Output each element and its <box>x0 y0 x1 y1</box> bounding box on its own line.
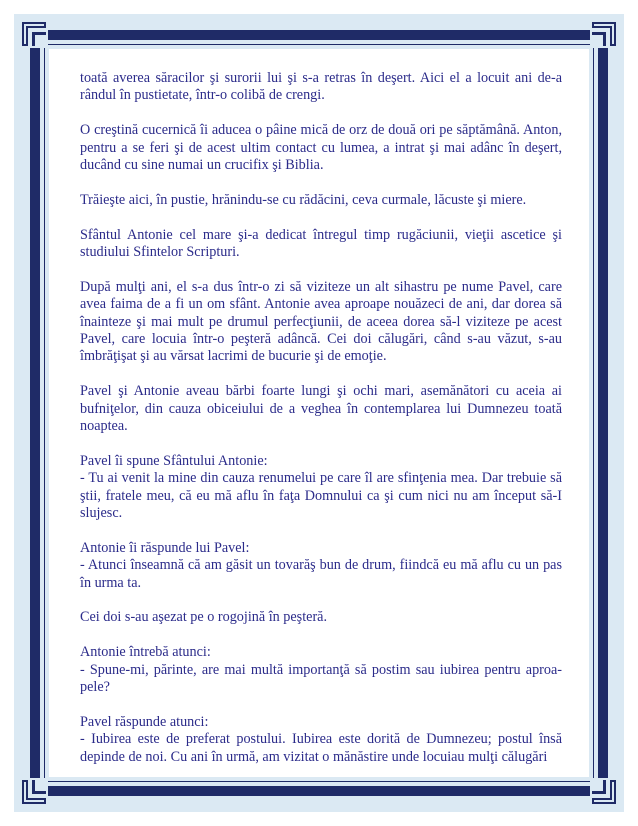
paragraph <box>80 279 562 366</box>
corner-ornament-icon <box>20 778 48 806</box>
dialogue-line: - Tu ai venit la mine din cauza renumelui pe care îl are sfinţenia mea. Dar trebuie să ştii, fratele meu, că eu mă aflu în faţa Domnului ca şi cum nici nu am început să-I slujesc. <box>80 470 562 522</box>
paragraph <box>80 644 562 696</box>
text-line: După mulţi ani, el s-a dus într-o zi să viziteze un alt sihastru pe nume Pavel, care avea faima de a fi un om sfânt. Antonie avea aproape nouăzeci de ani, dar dorea să înainteze şi mai mult pe drumul perfecţiunii, de aceea dorea să-l viziteze pe acest Pavel, care locuia într-o peşteră adâncă. Cei doi călugări, când s-au văzut, s-au îmbrăţişat şi au vărsat lacrimi de bucurie şi de emoţie. <box>80 278 562 365</box>
corner-ornament-icon <box>20 20 48 48</box>
speaker-intro: Pavel îi spune Sfântului Antonie: <box>80 452 268 469</box>
speaker-intro: Pavel răspunde atunci: <box>80 713 209 730</box>
paragraph <box>80 609 562 626</box>
paragraph <box>80 383 562 435</box>
paragraph <box>80 122 562 174</box>
text-line: Trăieşte aici, în pustie, hrănindu-se cu rădăcini, ceva curmale, lăcuste şi miere. <box>80 191 527 208</box>
corner-ornament-icon <box>590 20 618 48</box>
paragraph <box>80 714 562 766</box>
dialogue-line: - Atunci înseamnă că am găsit un tovarăş bun de drum, fiindcă eu mă aflu cu un pas în urma ta. <box>80 557 562 591</box>
body-text <box>80 70 562 766</box>
text-line: toată averea săracilor şi surorii lui şi s-a retras în deşert. Aici el a locuit ani de-a rândul în pustietate, într-o colibă de crengi. <box>80 70 562 104</box>
dialogue-line: - Spune-mi, părinte, are mai multă importanţă să postim sau iubirea pentru aproa-pele? <box>80 661 562 696</box>
text-line: Pavel şi Antonie aveau bărbi foarte lungi şi ochi mari, asemănători cu aceia ai bufniţelor, din cauza obiceiului de a veghea în contemplarea lui Dumnezeu toată noaptea. <box>80 383 562 435</box>
dialogue-line: - Iubirea este de preferat postului. Iubirea este dorită de Dumnezeu; postul însă depinde de noi. Cu ani în urmă, am vizitat o mănăstire unde locuiau mulţi călugări <box>80 731 562 765</box>
text-line: Cei doi s-au aşezat pe o rogojină în peşteră. <box>80 609 328 626</box>
paragraph <box>80 70 562 105</box>
paragraph <box>80 453 562 523</box>
speaker-intro: Antonie întrebă atunci: <box>80 644 211 661</box>
speaker-intro: Antonie îi răspunde lui Pavel: <box>80 539 250 556</box>
paragraph <box>80 192 562 209</box>
paragraph <box>80 540 562 592</box>
paragraph <box>80 227 562 262</box>
text-line: Sfântul Antonie cel mare şi-a dedicat întregul timp rugăciunii, vieţii ascetice şi studiului Sfintelor Scripturi. <box>80 226 562 261</box>
corner-ornament-icon <box>590 778 618 806</box>
text-line: O creştină cucernică îi aducea o pâine mică de orz de două ori pe săptămână. Anton, pentru a se feri şi de acest ultim contact cu lumea, a intrat şi mai adânc în deşert, ducând cu sine numai un crucifix şi Biblia. <box>80 122 562 174</box>
